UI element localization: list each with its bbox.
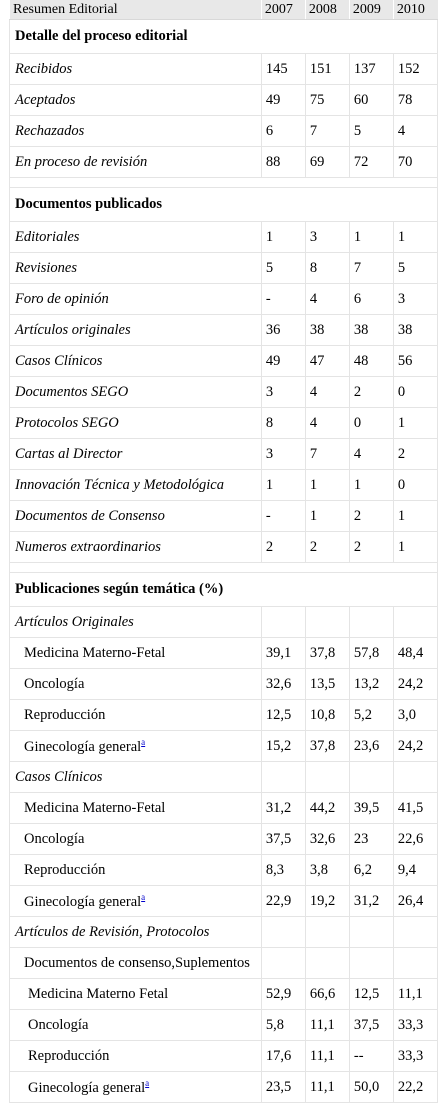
value-cell: 22,2	[393, 1072, 437, 1103]
value-cell: 57,8	[349, 638, 393, 669]
value-cell: 5	[261, 253, 305, 284]
row-label-text: Foro de opinión	[15, 290, 109, 307]
row-label-text: Medicina Materno Fetal	[28, 985, 169, 1002]
row-label-text: Cartas al Director	[15, 445, 123, 462]
value-cell	[305, 948, 349, 979]
value-cell: 6	[261, 116, 305, 147]
footnote-link[interactable]: a	[145, 1077, 150, 1088]
table-row	[10, 824, 438, 855]
row-label	[10, 315, 262, 346]
value-cell: 41,5	[393, 793, 437, 824]
section-row	[10, 20, 438, 54]
value-cell: 8,3	[261, 855, 305, 886]
value-cell: 2	[349, 532, 393, 563]
table-row	[10, 284, 438, 315]
table-row	[10, 532, 438, 563]
value-cell	[305, 917, 349, 948]
table-row	[10, 315, 438, 346]
value-cell: 152	[393, 54, 437, 85]
row-label	[10, 824, 262, 855]
table-row	[10, 1041, 438, 1072]
row-label	[10, 1072, 262, 1103]
value-cell: 1	[393, 222, 437, 253]
value-cell: 22,9	[261, 886, 305, 917]
row-label-text: Rechazados	[15, 122, 85, 139]
value-cell: 3	[261, 439, 305, 470]
value-cell	[305, 762, 349, 793]
value-cell: 6	[349, 284, 393, 315]
row-label-text: Documentos de Consenso	[15, 507, 165, 524]
value-cell: 12,5	[349, 979, 393, 1010]
value-cell: 3,0	[393, 700, 437, 731]
table-row	[10, 439, 438, 470]
row-label	[10, 762, 262, 793]
row-label-text: Oncología	[28, 1016, 89, 1033]
row-label-text: Ginecología general	[24, 738, 142, 755]
value-cell: 4	[393, 116, 437, 147]
row-label-text: Medicina Materno-Fetal	[24, 799, 166, 816]
value-cell: -	[261, 501, 305, 532]
value-cell: 49	[261, 346, 305, 377]
value-cell: 33,3	[393, 1010, 437, 1041]
table-body	[10, 20, 438, 1103]
value-cell: 1	[393, 408, 437, 439]
value-cell: 50,0	[349, 1072, 393, 1103]
row-label-text: Innovación Técnica y Metodológica	[15, 476, 224, 493]
row-label-text: Ginecología general	[24, 893, 142, 910]
value-cell	[349, 917, 393, 948]
value-cell: 22,6	[393, 824, 437, 855]
table-row	[10, 253, 438, 284]
row-label-text: Reproducción	[24, 861, 106, 878]
value-cell	[305, 607, 349, 638]
value-cell: 3	[305, 222, 349, 253]
spacer-row	[10, 563, 438, 573]
value-cell: 151	[305, 54, 349, 85]
row-label	[10, 470, 262, 501]
row-label	[10, 855, 262, 886]
value-cell: 5	[393, 253, 437, 284]
value-cell: 13,5	[305, 669, 349, 700]
value-cell: 1	[305, 470, 349, 501]
value-cell: 0	[393, 377, 437, 408]
row-label-text: Artículos originales	[15, 321, 131, 338]
row-label	[10, 793, 262, 824]
value-cell: 33,3	[393, 1041, 437, 1072]
value-cell: 52,9	[261, 979, 305, 1010]
row-label	[10, 979, 262, 1010]
footnote-link[interactable]: a	[141, 891, 146, 902]
value-cell: 31,2	[349, 886, 393, 917]
value-cell: 4	[305, 377, 349, 408]
table-row	[10, 85, 438, 116]
value-cell: 1	[261, 222, 305, 253]
value-cell: 8	[305, 253, 349, 284]
value-cell: 2	[261, 532, 305, 563]
value-cell: 7	[305, 439, 349, 470]
row-label-text: Artículos de Revisión, Protocolos	[15, 923, 210, 940]
value-cell: 2	[349, 501, 393, 532]
row-label	[10, 1041, 262, 1072]
value-cell: 23	[349, 824, 393, 855]
value-cell: 5	[349, 116, 393, 147]
value-cell	[349, 948, 393, 979]
row-label-text: Oncología	[24, 675, 85, 692]
value-cell	[349, 762, 393, 793]
table-row	[10, 948, 438, 979]
row-label-text: Casos Clínicos	[15, 352, 103, 369]
value-cell: 37,5	[349, 1010, 393, 1041]
value-cell: 23,5	[261, 1072, 305, 1103]
row-label	[10, 377, 262, 408]
value-cell: 10,8	[305, 700, 349, 731]
value-cell: 19,2	[305, 886, 349, 917]
value-cell: 69	[305, 147, 349, 178]
row-label	[10, 253, 262, 284]
value-cell: 4	[305, 408, 349, 439]
value-cell: 9,4	[393, 855, 437, 886]
value-cell: 39,5	[349, 793, 393, 824]
value-cell	[393, 948, 437, 979]
value-cell: 60	[349, 85, 393, 116]
row-label-text: Medicina Materno-Fetal	[24, 644, 166, 661]
value-cell: 1	[305, 501, 349, 532]
value-cell: 0	[393, 470, 437, 501]
value-cell: 145	[261, 54, 305, 85]
row-label	[10, 886, 262, 917]
row-label	[10, 116, 262, 147]
row-label-text: En proceso de revisión	[15, 153, 148, 170]
row-label	[10, 731, 262, 762]
value-cell: 7	[349, 253, 393, 284]
row-label	[10, 532, 262, 563]
value-cell: 7	[305, 116, 349, 147]
value-cell: 56	[393, 346, 437, 377]
value-cell: 1	[349, 470, 393, 501]
value-cell: 15,2	[261, 731, 305, 762]
value-cell: 24,2	[393, 731, 437, 762]
table-row	[10, 855, 438, 886]
value-cell	[393, 607, 437, 638]
value-cell: 38	[349, 315, 393, 346]
row-label	[10, 700, 262, 731]
section-row	[10, 573, 438, 607]
table-row	[10, 408, 438, 439]
header-year-2010: 2010	[393, 0, 437, 20]
value-cell: 3	[393, 284, 437, 315]
value-cell: 5,2	[349, 700, 393, 731]
row-label-text: Casos Clínicos	[15, 768, 103, 785]
row-label	[10, 607, 262, 638]
table-row	[10, 116, 438, 147]
value-cell: 49	[261, 85, 305, 116]
value-cell: 2	[349, 377, 393, 408]
editorial-summary-table	[9, 0, 438, 1103]
value-cell: 78	[393, 85, 437, 116]
row-label	[10, 222, 262, 253]
table-row	[10, 917, 438, 948]
section-title: Documentos publicados	[10, 188, 438, 222]
value-cell: 11,1	[393, 979, 437, 1010]
value-cell: 4	[349, 439, 393, 470]
table-row	[10, 54, 438, 85]
table-row	[10, 470, 438, 501]
header-year-2007: 2007	[261, 0, 305, 20]
header-label: Resumen Editorial	[10, 0, 262, 20]
value-cell: 32,6	[261, 669, 305, 700]
value-cell: 1	[349, 222, 393, 253]
row-label-text: Aceptados	[15, 91, 76, 108]
value-cell: 70	[393, 147, 437, 178]
value-cell: 37,8	[305, 731, 349, 762]
row-label	[10, 1010, 262, 1041]
row-label	[10, 147, 262, 178]
table-row	[10, 346, 438, 377]
value-cell: 6,2	[349, 855, 393, 886]
row-label-text: Reproducción	[28, 1047, 110, 1064]
footnote-link[interactable]: a	[141, 736, 146, 747]
value-cell: -	[261, 284, 305, 315]
value-cell	[261, 762, 305, 793]
table-row	[10, 979, 438, 1010]
table-row	[10, 607, 438, 638]
header-year-2009: 2009	[349, 0, 393, 20]
row-label-text: Protocolos SEGO	[15, 414, 119, 431]
value-cell: 12,5	[261, 700, 305, 731]
value-cell: 47	[305, 346, 349, 377]
value-cell: 17,6	[261, 1041, 305, 1072]
value-cell	[393, 917, 437, 948]
value-cell	[261, 917, 305, 948]
table-row	[10, 147, 438, 178]
value-cell: 38	[393, 315, 437, 346]
value-cell: 1	[393, 532, 437, 563]
value-cell: 8	[261, 408, 305, 439]
value-cell: 11,1	[305, 1010, 349, 1041]
table-header-row	[10, 0, 438, 20]
spacer-cell	[10, 563, 438, 573]
value-cell: 1	[393, 501, 437, 532]
table-row	[10, 1010, 438, 1041]
value-cell: 2	[393, 439, 437, 470]
row-label-text: Numeros extraordinarios	[15, 538, 161, 555]
value-cell: 11,1	[305, 1072, 349, 1103]
table-row	[10, 1072, 438, 1103]
row-label-text: Editoriales	[15, 228, 80, 245]
section-row	[10, 188, 438, 222]
row-label	[10, 917, 262, 948]
value-cell: 13,2	[349, 669, 393, 700]
value-cell: 44,2	[305, 793, 349, 824]
value-cell: 38	[305, 315, 349, 346]
row-label	[10, 408, 262, 439]
table-row	[10, 669, 438, 700]
table-row	[10, 793, 438, 824]
row-label	[10, 85, 262, 116]
value-cell	[261, 948, 305, 979]
row-label	[10, 669, 262, 700]
value-cell: --	[349, 1041, 393, 1072]
value-cell: 88	[261, 147, 305, 178]
value-cell: 11,1	[305, 1041, 349, 1072]
row-label	[10, 284, 262, 315]
value-cell: 3,8	[305, 855, 349, 886]
value-cell	[261, 607, 305, 638]
value-cell	[349, 607, 393, 638]
row-label	[10, 54, 262, 85]
section-title: Detalle del proceso editorial	[10, 20, 438, 54]
value-cell: 72	[349, 147, 393, 178]
row-label-text: Oncología	[24, 830, 85, 847]
value-cell: 37,5	[261, 824, 305, 855]
value-cell: 3	[261, 377, 305, 408]
spacer-row	[10, 178, 438, 188]
value-cell: 66,6	[305, 979, 349, 1010]
row-label	[10, 439, 262, 470]
value-cell: 5,8	[261, 1010, 305, 1041]
row-label-text: Documentos de consenso,Suplementos	[24, 954, 250, 971]
table-row	[10, 222, 438, 253]
row-label	[10, 346, 262, 377]
value-cell: 23,6	[349, 731, 393, 762]
table-row	[10, 762, 438, 793]
value-cell: 48,4	[393, 638, 437, 669]
table-row	[10, 731, 438, 762]
row-label-text: Ginecología general	[28, 1079, 146, 1096]
value-cell: 26,4	[393, 886, 437, 917]
value-cell: 75	[305, 85, 349, 116]
table-row	[10, 700, 438, 731]
table-row	[10, 377, 438, 408]
row-label-text: Recibidos	[15, 60, 73, 77]
table-row	[10, 638, 438, 669]
value-cell: 48	[349, 346, 393, 377]
row-label	[10, 638, 262, 669]
value-cell: 39,1	[261, 638, 305, 669]
value-cell: 0	[349, 408, 393, 439]
header-year-2008: 2008	[305, 0, 349, 20]
value-cell: 36	[261, 315, 305, 346]
spacer-cell	[10, 178, 438, 188]
value-cell: 4	[305, 284, 349, 315]
value-cell: 32,6	[305, 824, 349, 855]
row-label-text: Documentos SEGO	[15, 383, 129, 400]
row-label-text: Reproducción	[24, 706, 106, 723]
row-label	[10, 948, 262, 979]
table-row	[10, 886, 438, 917]
value-cell: 2	[305, 532, 349, 563]
table-row	[10, 501, 438, 532]
value-cell	[393, 762, 437, 793]
value-cell: 31,2	[261, 793, 305, 824]
section-title: Publicaciones según temática (%)	[10, 573, 438, 607]
row-label	[10, 501, 262, 532]
value-cell: 137	[349, 54, 393, 85]
row-label-text: Revisiones	[15, 259, 78, 276]
value-cell: 37,8	[305, 638, 349, 669]
value-cell: 24,2	[393, 669, 437, 700]
value-cell: 1	[261, 470, 305, 501]
row-label-text: Artículos Originales	[15, 613, 134, 630]
